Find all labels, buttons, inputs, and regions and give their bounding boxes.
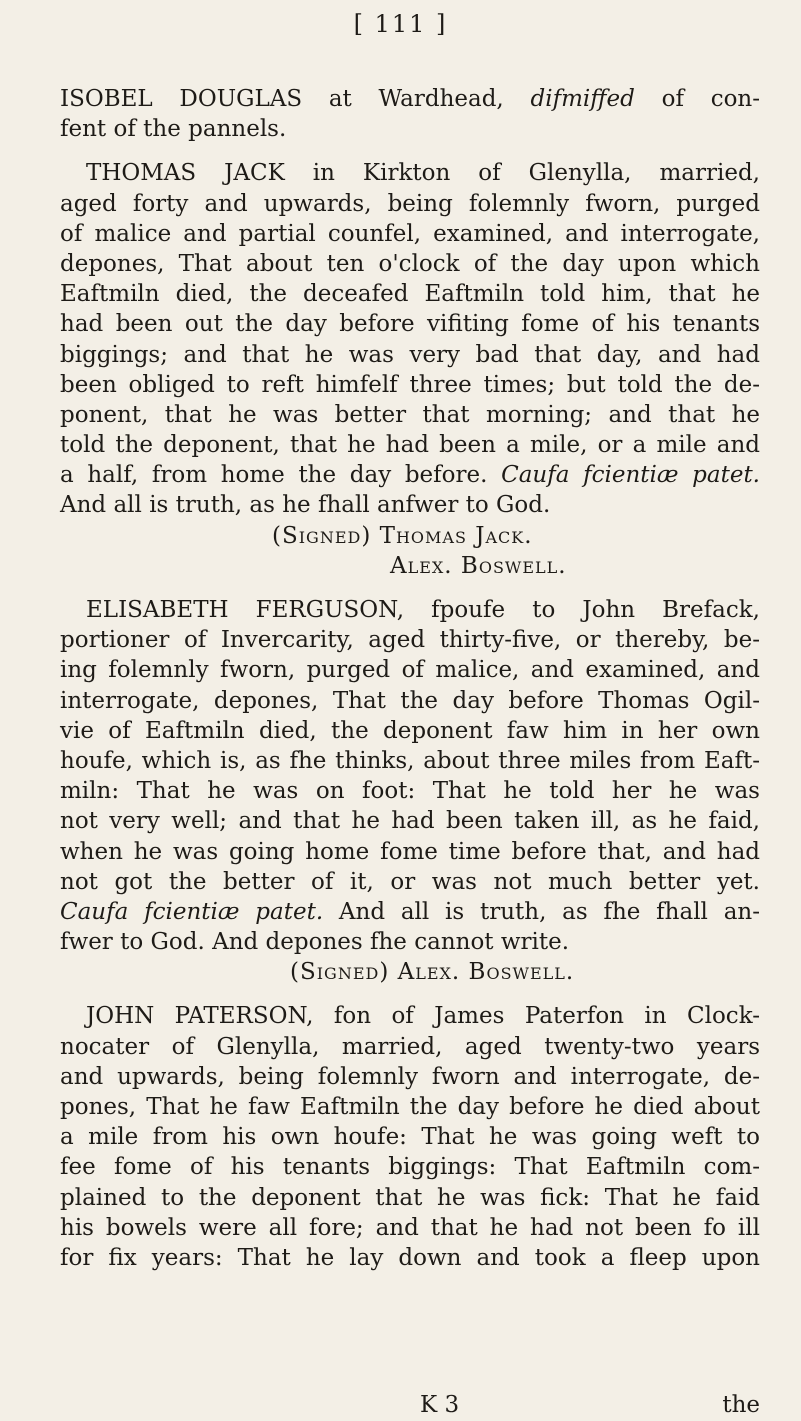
text-line: of malice and partial counfel, examined, and interrogate, xyxy=(60,220,760,247)
text-line: JOHN PATERSON, fon of James Paterfon in Clock- xyxy=(86,1003,760,1030)
text-line: THOMAS JACK in Kirkton of Glenylla, married, xyxy=(86,160,760,187)
catchword: the xyxy=(722,1392,760,1418)
text-line: and upwards, being folemnly fworn and interrogate, de- xyxy=(60,1063,760,1090)
signature-line: Alex. Boswell. xyxy=(390,552,567,579)
text-line: nocater of Glenylla, married, aged twenty-two years xyxy=(60,1033,760,1060)
text-line: a half, from home the day before. Caufa fcientiæ patet. xyxy=(60,462,760,489)
page-body xyxy=(60,84,760,1273)
text-line: plained to the deponent that he was fick: That he faid xyxy=(60,1184,760,1211)
text-line: fwer to God. And depones fhe cannot write. xyxy=(60,929,570,956)
signature-mark: K 3 xyxy=(420,1392,460,1418)
text-line: interrogate, depones, That the day before Thomas Ogil- xyxy=(60,687,760,714)
text-line: ELISABETH FERGUSON, fpoufe to John Brefack, xyxy=(86,597,760,623)
text-line: Eaftmiln died, the deceafed Eaftmiln told him, that he xyxy=(60,281,760,308)
text-line: when he was going home fome time before that, and had xyxy=(60,838,760,865)
text-line: for fix years: That he lay down and took a fleep upon xyxy=(60,1244,760,1271)
text-line: biggings; and that he was very bad that day, and had xyxy=(60,341,760,368)
page-number: [ 111 ] xyxy=(353,10,448,38)
text-line: aged forty and upwards, being folemnly fworn, purged xyxy=(60,190,760,217)
text-line: ISOBEL DOUGLAS at Wardhead, difmiffed of con- xyxy=(60,86,761,112)
text-line: his bowels were all fore; and that he had not been fo ill xyxy=(60,1214,760,1241)
signature-line: (Signed) Thomas Jack. xyxy=(272,522,533,549)
text-line: a mile from his own houfe: That he was going weft to xyxy=(60,1124,760,1151)
text-line: fee fome of his tenants biggings: That Eaftmiln com- xyxy=(60,1154,760,1181)
text-line: depones, That about ten o'clock of the day upon which xyxy=(60,250,760,277)
text-line: fent of the pannels. xyxy=(60,116,287,143)
page-footer xyxy=(60,1390,760,1420)
text-line: Caufa fcientiæ patet. And all is truth, as fhe fhall an- xyxy=(60,898,760,925)
text-line: And all is truth, as he fhall anfwer to God. xyxy=(60,492,551,519)
text-line: houfe, which is, as fhe thinks, about three miles from Eaft- xyxy=(60,747,760,774)
text-line: told the deponent, that he had been a mile, or a mile and xyxy=(60,432,760,459)
text-line: miln: That he was on foot: That he told her he was xyxy=(60,778,760,805)
text-line: portioner of Invercarity, aged thirty-five, or thereby, be- xyxy=(60,627,760,654)
text-line: vie of Eaftmiln died, the deponent faw him in her own xyxy=(60,717,760,744)
text-line: ing folemnly fworn, purged of malice, and examined, and xyxy=(60,657,760,684)
text-line: been obliged to reft himfelf three times; but told the de- xyxy=(60,371,760,398)
text-line: not very well; and that he had been taken ill, as he faid, xyxy=(60,808,760,835)
text-line: ponent, that he was better that morning; and that he xyxy=(60,401,760,428)
text-line: pones, That he faw Eaftmiln the day before he died about xyxy=(60,1094,760,1120)
signature-line: (Signed) Alex. Boswell. xyxy=(290,959,575,986)
text-line: not got the better of it, or was not much better yet. xyxy=(60,868,760,895)
text-line: had been out the day before vifiting fome of his tenants xyxy=(60,311,760,338)
